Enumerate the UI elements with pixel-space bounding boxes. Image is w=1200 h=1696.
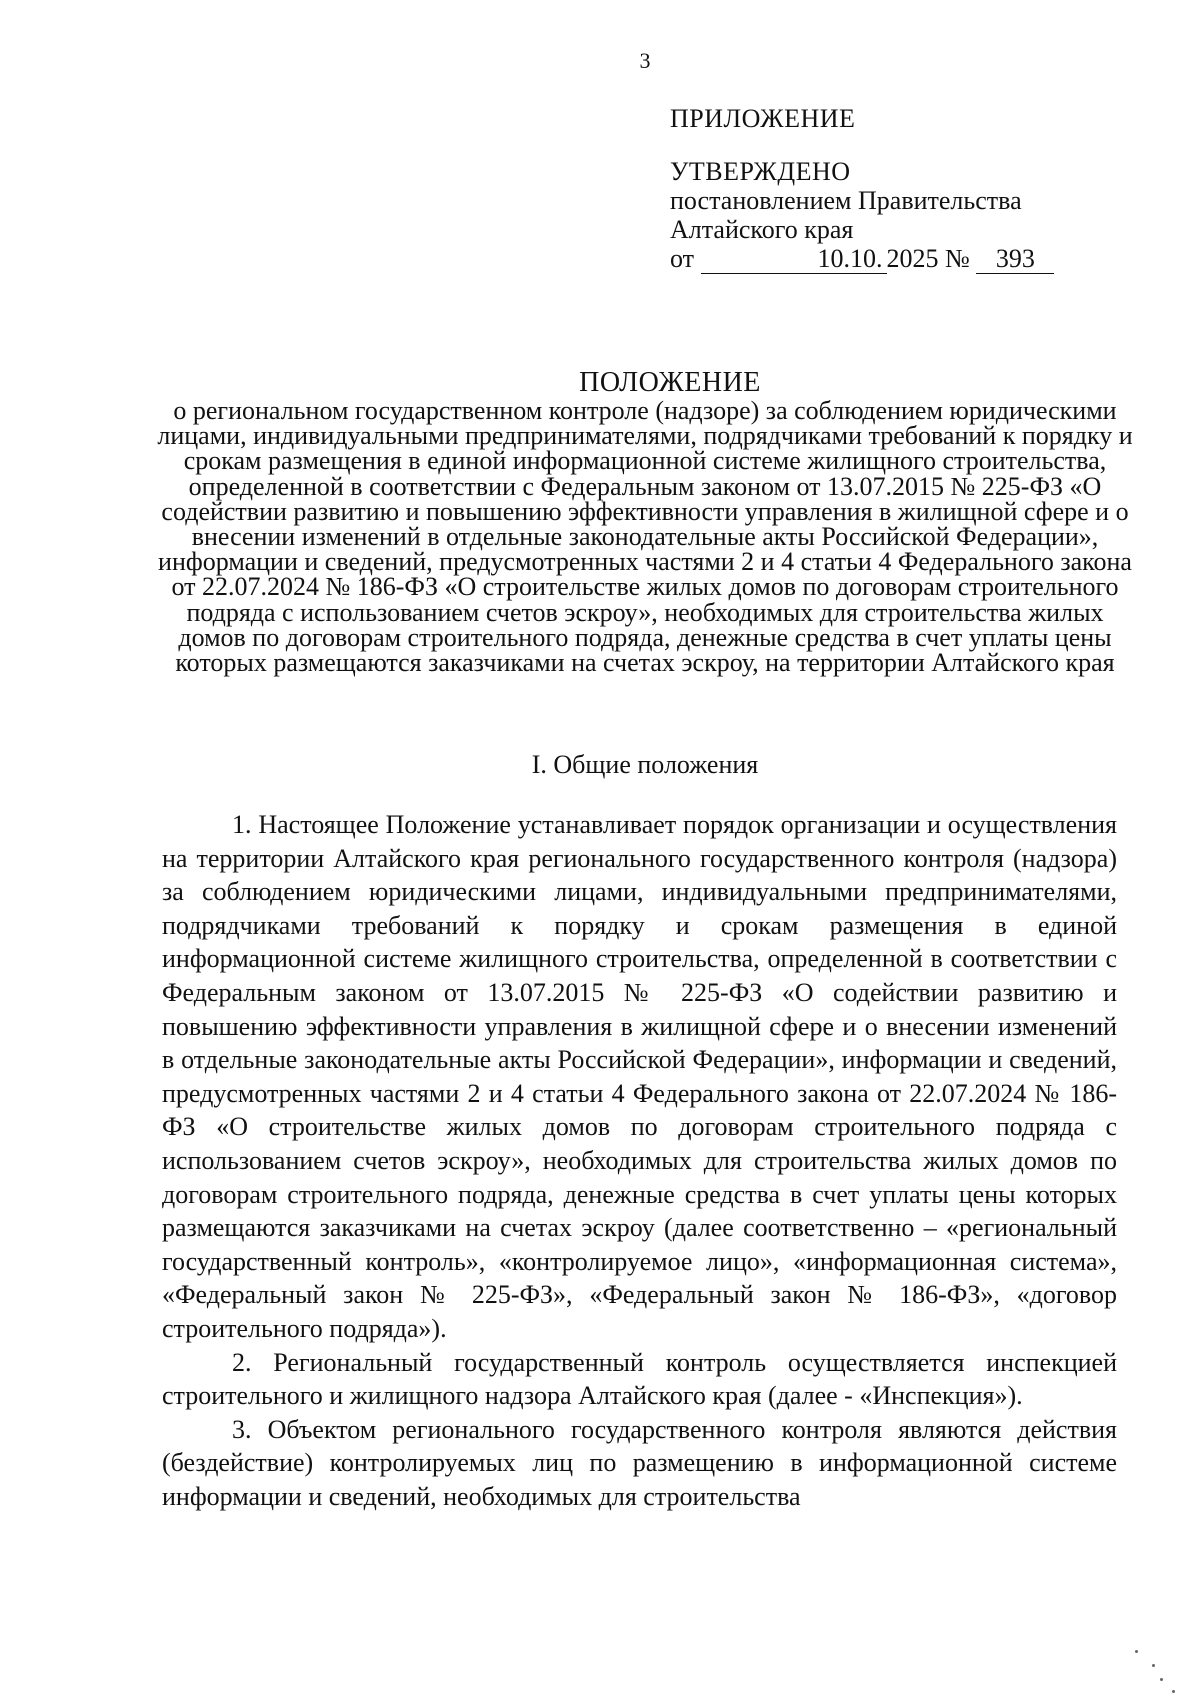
document-title-block [150,367,1140,678]
approved-label: УТВЕРЖДЕНО [670,157,851,186]
from-label: от [670,244,695,273]
document-subtitle: о региональном государственном контроле (надзоре) за соблюдением юридическими лицами, индивидуальными предпринимателями, подрядчиками требований к порядку и срокам размещения в единой информационной системе жилищного строительства, определенной в соответствии с Федеральным законом от 13.07.2015 № 225-ФЗ «О содействии развитию и повышению эффективности управления в жилищной сфере и о внесении изменений в отдельные законодательные акты Российской Федерации», информации и сведений, предусмотренных частями 2 и 4 статьи 4 Федерального закона от 22.07.2024 № 186-ФЗ «О строительстве жилых домов по договорам строительного подряда с использованием счетов эскроу», необходимых для строительства жилых домов по договорам строительного подряда, денежные средства в счет уплаты цены которых размещаются заказчиками на счетах эскроу, на территории Алтайского края [157,396,1133,678]
appendix-label: ПРИЛОЖЕНИЕ [670,104,856,133]
document-title: ПОЛОЖЕНИЕ [579,367,761,398]
paragraph-3: 3. Объектом регионального государственного контроля являются действия (бездействие) контролируемых лиц по размещению в информационной системе информации и сведений, необходимых для строительства [162,1414,1117,1511]
paragraph-1: 1. Настоящее Положение устанавливает порядок организации и осуществления на территории Алтайского края регионального государственного контроля (надзора) за соблюдением юридическими лицами, индивидуальными предпринимателями, подрядчиками требований к порядку и срокам размещения в единой информационной системе жилищного строительства, определенной в соответствии с Федеральным законом от 13.07.2015 № 225-ФЗ «О содействии развитию и повышению эффективности управления в жилищной сфере и о внесении изменений в отдельные законодательные акты Российской Федерации», информации и сведений, предусмотренных частями 2 и 4 статьи 4 Федерального закона от 22.07.2024 № 186-ФЗ «О строительстве жилых домов по договорам строительного подряда с использованием счетов эскроу», необходимых для строительства жилых домов по договорам строительного подряда, денежные средства в счет уплаты цены которых размещаются заказчиками на счетах эскроу (далее соответственно – «региональный государственный контроль», «контролируемое лицо», «информационная система», «Федеральный закон № 225-ФЗ», «Федеральный закон № 186-ФЗ», «договор строительного подряда»). [162,810,1117,1343]
approval-number: 393 [976,244,1054,274]
document-body [162,808,1117,1513]
page-number: 3 [639,48,651,73]
scan-speck [1135,1650,1138,1653]
approval-year: 2025 № [886,244,970,273]
scan-speck [1152,1664,1155,1667]
paragraph-2: 2. Региональный государственный контроль осуществляется инспекцией строительного и жилищного надзора Алтайского края (далее - «Инспекция»). [162,1347,1117,1411]
scan-speck [1172,1690,1175,1693]
scan-speck [1160,1678,1163,1681]
section-heading: I. Общие положения [531,750,759,779]
approval-line-1: постановлением Правительства [670,186,1022,215]
approval-block [670,104,1054,274]
approval-line-2: Алтайского края [670,215,854,244]
approval-date: 10.10. [701,244,887,274]
approval-date-line [670,244,1054,274]
